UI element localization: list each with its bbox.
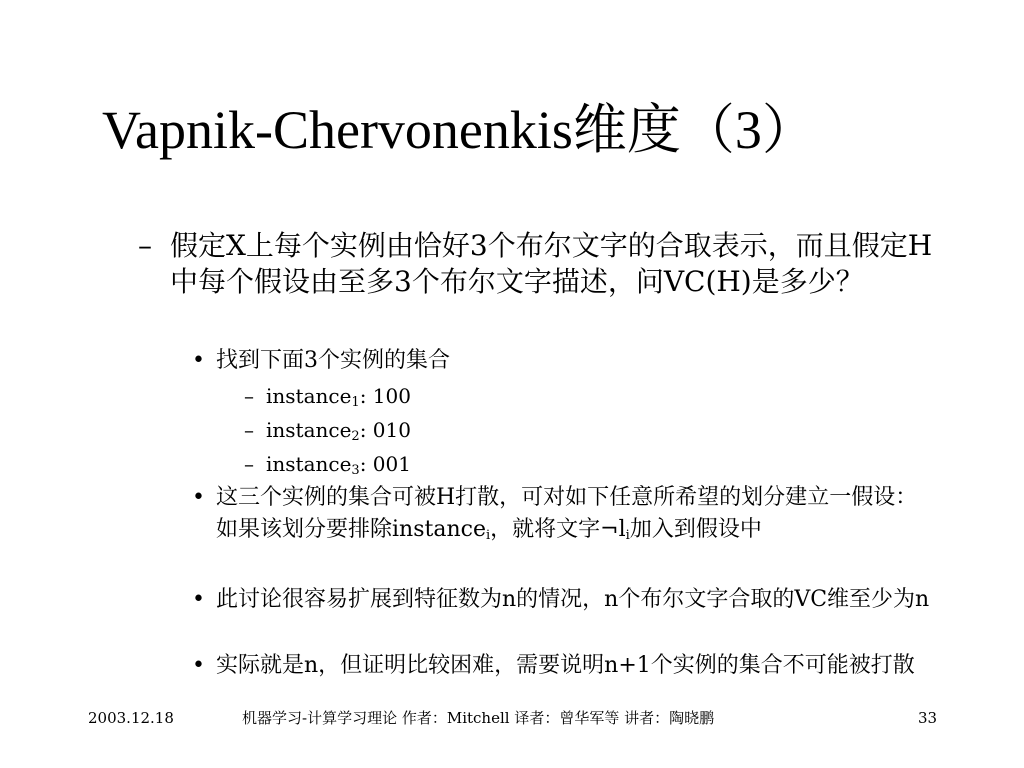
- bullet-shattering: 这三个实例的集合可被H打散，可对如下任意所希望的划分建立一假设：如果该划分要排除instance$_i$，就将文字$\neg l_i$加入到假设中: [216, 485, 918, 543]
- footer-course: 机器学习-计算学习理论 作者：Mitchell 译者：曾华军等 讲者：陶晓鹏: [242, 709, 715, 727]
- sub-dash: –: [244, 452, 254, 476]
- bullet-proof-note: 实际就是n，但证明比较困难，需要说明n+1个实例的集合不可能被打散: [216, 653, 915, 678]
- footer-page-number: 33: [918, 709, 938, 727]
- question-text: 假定X上每个实例由恰好3个布尔文字的合取表示，而且假定H中每个假设由至多3个布尔文字描述，问VC(H)是多少？: [170, 229, 933, 298]
- bullet-marker: •: [192, 348, 205, 373]
- instance-3: instance$_3$: 001: [266, 452, 411, 478]
- slide-title: Vapnik-Chervonenkis维度（3）: [102, 100, 816, 160]
- bullet-marker: •: [192, 485, 205, 510]
- bullet-marker: •: [192, 587, 205, 612]
- bullet-find-instances: 找到下面3个实例的集合: [216, 348, 450, 373]
- bullet-extension: 此讨论很容易扩展到特征数为n的情况，n个布尔文字合取的VC维至少为n: [216, 587, 930, 612]
- bullet-marker: •: [192, 653, 205, 678]
- footer-date: 2003.12.18: [88, 709, 174, 727]
- question-dash: –: [138, 229, 152, 262]
- instance-2: instance$_2$: 010: [266, 418, 411, 444]
- instance-1: instance$_1$: 100: [266, 384, 411, 410]
- sub-dash: –: [244, 384, 254, 408]
- sub-dash: –: [244, 418, 254, 442]
